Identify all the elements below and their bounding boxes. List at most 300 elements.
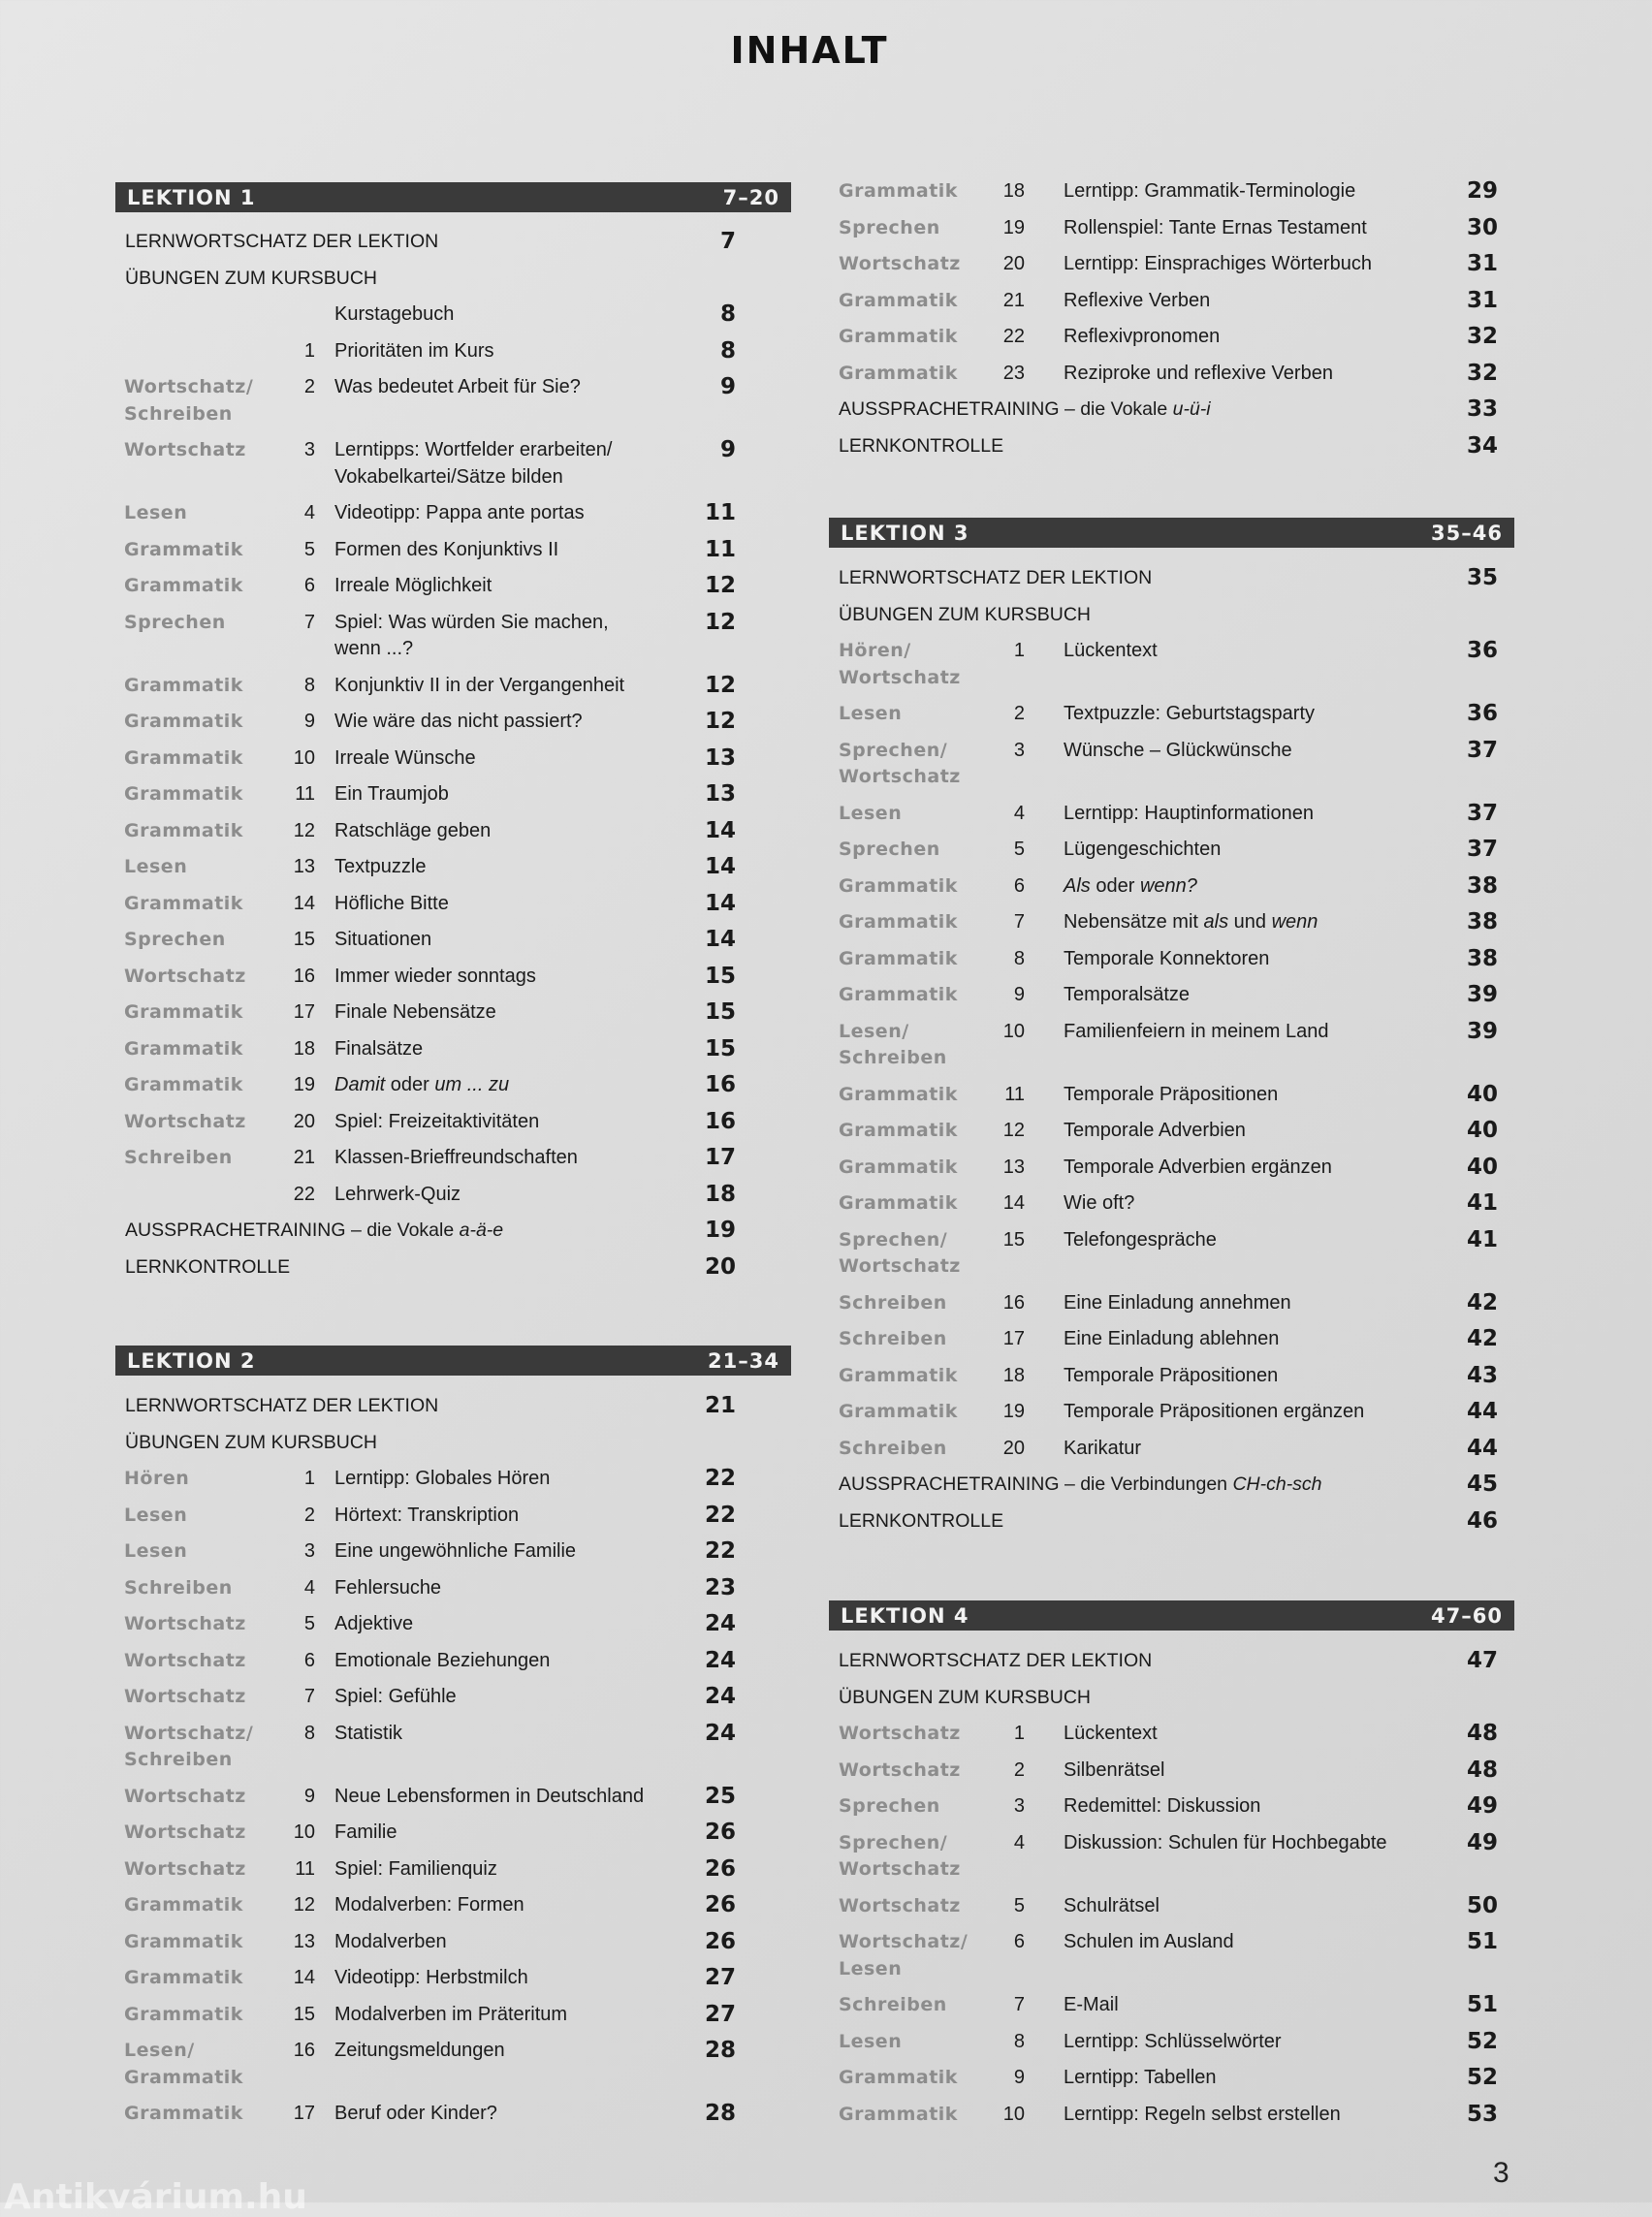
- toc-entry[interactable]: [115, 959, 791, 996]
- toc-entry[interactable]: [829, 1222, 1514, 1285]
- page-number-ref: 16: [704, 1072, 736, 1097]
- category-label: Grammatik: [839, 1401, 958, 1422]
- toc-entry[interactable]: [115, 1031, 791, 1068]
- exercise-title: Konjunktiv II in der Vergangenheit: [334, 674, 625, 696]
- exercise-title: Modalverben: [334, 1930, 447, 1952]
- exercise-number: 5: [303, 538, 315, 560]
- exercise-title: Prioritäten im Kurs: [334, 339, 494, 362]
- exercise-number: 2: [1013, 703, 1025, 724]
- toc-entry[interactable]: [829, 2060, 1514, 2097]
- toc-entry[interactable]: [115, 1606, 791, 1643]
- exercise-number: 2: [303, 1504, 315, 1526]
- exercise-number: 18: [1002, 1364, 1025, 1386]
- exercise-title: Textpuzzle: Geburtstagsparty: [1064, 703, 1316, 724]
- section-heading: [839, 396, 1211, 424]
- exercise-number: 7: [303, 611, 315, 633]
- lesson-page-range: 35–46: [1431, 521, 1503, 545]
- toc-entry[interactable]: [829, 796, 1514, 833]
- page-number-ref: 17: [704, 1145, 736, 1170]
- toc-entry[interactable]: [115, 1425, 791, 1462]
- section-heading: ÜBUNGEN ZUM KURSBUCH: [125, 267, 378, 289]
- toc-entry[interactable]: [115, 1716, 791, 1779]
- italic-text: wenn?: [1139, 874, 1197, 897]
- category-label: Grammatik: [839, 947, 958, 969]
- exercise-number: 17: [293, 1001, 315, 1023]
- page-number-ref: 12: [704, 709, 736, 734]
- exercise-title: Videotipp: Pappa ante portas: [334, 502, 585, 523]
- exercise-title: Irreale Möglichkeit: [334, 575, 492, 596]
- toc-entry[interactable]: [115, 995, 791, 1031]
- italic-text: um ... zu: [434, 1074, 510, 1095]
- toc-entry[interactable]: [115, 849, 791, 886]
- toc-entry[interactable]: [115, 1679, 791, 1716]
- category-label: Grammatik: [124, 746, 243, 769]
- toc-entry[interactable]: [829, 210, 1514, 247]
- exercise-number: 21: [1002, 289, 1025, 311]
- exercise-number: 4: [303, 1576, 315, 1599]
- exercise-title: [334, 1072, 509, 1099]
- page-number-ref: 26: [704, 1928, 736, 1954]
- page-number: 3: [1493, 2157, 1509, 2189]
- page-number-ref: 24: [704, 1720, 736, 1746]
- page-number-ref: 24: [704, 1611, 736, 1636]
- category-label: Hören/ Wortschatz: [839, 640, 961, 688]
- category-label: Grammatik: [124, 711, 243, 732]
- exercise-number: 7: [1013, 1994, 1025, 2015]
- exercise-number: 5: [303, 1613, 315, 1634]
- toc-entry[interactable]: [115, 1643, 791, 1680]
- exercise-title: Ein Traumjob: [334, 783, 449, 805]
- section-heading: LERNWORTSCHATZ DER LEKTION: [125, 1395, 439, 1416]
- italic-text: Damit: [334, 1074, 386, 1095]
- category-label: Grammatik: [839, 180, 958, 202]
- toc-entry[interactable]: [829, 2024, 1514, 2061]
- category-label: Grammatik: [124, 1967, 243, 1988]
- category-label: Grammatik: [124, 892, 243, 914]
- toc-entry[interactable]: [115, 532, 791, 569]
- toc-entry[interactable]: [829, 1888, 1514, 1925]
- page-number-ref: 39: [1466, 1018, 1498, 1044]
- exercise-number: 15: [1002, 1228, 1025, 1251]
- toc-entry[interactable]: [115, 1177, 791, 1214]
- toc-entry[interactable]: [115, 1067, 791, 1104]
- toc-entry[interactable]: [829, 1789, 1514, 1825]
- exercise-title: Eine Einladung annehmen: [1064, 1291, 1291, 1314]
- lesson-header-bar[interactable]: [115, 1346, 791, 1376]
- toc-entry[interactable]: [115, 776, 791, 813]
- exercise-number: 14: [293, 1967, 315, 1988]
- exercise-title: Immer wieder sonntags: [334, 965, 536, 987]
- page-number-ref: 37: [1466, 800, 1498, 826]
- exercise-number: 10: [1002, 2103, 1025, 2125]
- page-number-ref: 18: [704, 1181, 736, 1207]
- page-number-ref: 26: [704, 1892, 736, 1917]
- lesson-page-range: 47–60: [1431, 1603, 1503, 1628]
- exercise-number: 7: [303, 1686, 315, 1707]
- page-number-ref: 14: [704, 817, 736, 843]
- toc-entry[interactable]: [829, 869, 1514, 905]
- exercise-title: Temporale Präpositionen ergänzen: [1064, 1401, 1365, 1422]
- toc-entry[interactable]: [829, 733, 1514, 796]
- toc-entry[interactable]: [115, 333, 791, 370]
- category-label: Schreiben: [124, 1147, 233, 1168]
- exercise-number: 17: [293, 2103, 315, 2124]
- page-number-ref: 34: [1466, 432, 1498, 459]
- category-label: Lesen: [124, 502, 188, 523]
- toc-entry[interactable]: [115, 224, 791, 261]
- toc-entry[interactable]: [829, 1431, 1514, 1468]
- page-number-ref: 35: [1466, 565, 1498, 590]
- toc-entry[interactable]: [829, 1643, 1514, 1680]
- exercise-number: 9: [303, 711, 315, 732]
- page-number-ref: 40: [1466, 1154, 1498, 1180]
- exercise-number: 1: [303, 339, 315, 362]
- page-number-ref: 41: [1466, 1190, 1498, 1216]
- category-label: Wortschatz: [124, 1613, 246, 1634]
- text-segment: Nebensätze mit: [1064, 911, 1204, 933]
- category-label: Grammatik: [124, 674, 243, 696]
- lesson-title: LEKTION 3: [841, 521, 969, 545]
- exercise-title: Emotionale Beziehungen: [334, 1649, 551, 1671]
- lesson-header-bar[interactable]: [829, 518, 1514, 548]
- category-label: Grammatik: [124, 1001, 243, 1023]
- toc-entry[interactable]: [115, 1388, 791, 1425]
- category-label: Wortschatz: [124, 965, 246, 987]
- category-label: Wortschatz: [124, 1686, 246, 1707]
- toc-entry[interactable]: [829, 392, 1514, 428]
- exercise-title: Irreale Wünsche: [334, 746, 476, 769]
- page-number-ref: 49: [1466, 1793, 1498, 1819]
- exercise-number: 2: [1013, 1758, 1025, 1781]
- page-number-ref: 13: [704, 744, 736, 771]
- category-label: Grammatik: [124, 538, 243, 560]
- exercise-number: 1: [1013, 640, 1025, 661]
- page-number-ref: 22: [704, 1502, 736, 1528]
- toc-entry[interactable]: [829, 1077, 1514, 1114]
- toc-entry[interactable]: [829, 1753, 1514, 1789]
- toc-entry[interactable]: [115, 1213, 791, 1250]
- toc-entry[interactable]: [115, 568, 791, 605]
- category-label: Grammatik: [124, 575, 243, 596]
- section-heading: ÜBUNGEN ZUM KURSBUCH: [839, 603, 1092, 625]
- toc-entry[interactable]: [829, 1680, 1514, 1717]
- page-number-ref: 9: [719, 437, 736, 462]
- toc-entry[interactable]: [115, 261, 791, 298]
- exercise-title: Schulen im Ausland: [1064, 1931, 1234, 1952]
- toc-entry[interactable]: [829, 977, 1514, 1014]
- toc-entry[interactable]: [829, 1825, 1514, 1888]
- category-label: Wortschatz: [839, 1894, 961, 1916]
- exercise-title: Silbenrätsel: [1064, 1758, 1165, 1781]
- exercise-number: 14: [1002, 1192, 1025, 1214]
- lesson-header-bar[interactable]: [115, 182, 791, 212]
- toc-entry[interactable]: [115, 922, 791, 959]
- page-number-ref: 22: [704, 1538, 736, 1564]
- category-label: Grammatik: [839, 362, 958, 384]
- category-label: Lesen: [124, 1540, 188, 1562]
- toc-entry[interactable]: [829, 1113, 1514, 1150]
- toc-entry[interactable]: [115, 432, 791, 495]
- lesson-entries: [829, 1643, 1514, 2133]
- category-label: Grammatik: [124, 1894, 243, 1916]
- exercise-title: Wie wäre das nicht passiert?: [334, 711, 583, 732]
- exercise-number: 10: [293, 1821, 315, 1843]
- page-number-ref: 46: [1466, 1507, 1498, 1534]
- category-label: Grammatik: [839, 874, 958, 897]
- toc-entry[interactable]: [829, 696, 1514, 733]
- category-label: Sprechen: [124, 929, 226, 950]
- toc-entry[interactable]: [115, 1852, 791, 1888]
- toc-entry[interactable]: [115, 1461, 791, 1498]
- exercise-title: Beruf oder Kinder?: [334, 2103, 497, 2124]
- toc-entry[interactable]: [829, 174, 1514, 210]
- page-number-ref: 24: [704, 1684, 736, 1709]
- page-number-ref: 22: [704, 1466, 736, 1491]
- exercise-number: 20: [293, 1110, 315, 1132]
- category-label: Wortschatz: [124, 1649, 246, 1671]
- toc-entry[interactable]: [115, 1140, 791, 1177]
- toc-entry[interactable]: [829, 1150, 1514, 1187]
- exercise-title: Lerntipp: Hauptinformationen: [1064, 802, 1314, 824]
- toc-entry[interactable]: [829, 560, 1514, 597]
- page-number-ref: 15: [704, 1035, 736, 1061]
- toc-entry[interactable]: [829, 2097, 1514, 2134]
- category-label: Sprechen: [839, 1795, 940, 1817]
- page-number-ref: 52: [1466, 2028, 1498, 2054]
- exercise-number: 1: [1013, 1723, 1025, 1744]
- page-number-ref: 39: [1466, 982, 1498, 1007]
- toc-entry[interactable]: [829, 1924, 1514, 1987]
- page-number-ref: 32: [1466, 324, 1498, 349]
- page-number-ref: 36: [1466, 638, 1498, 663]
- page-number-ref: 48: [1466, 1721, 1498, 1746]
- toc-entry[interactable]: [115, 297, 791, 333]
- page-number-ref: 27: [704, 2001, 736, 2027]
- toc-entry[interactable]: [829, 283, 1514, 320]
- italic-text: a-ä-e: [459, 1219, 504, 1241]
- category-label: Wortschatz: [839, 1758, 961, 1781]
- exercise-title: Reziproke und reflexive Verben: [1064, 362, 1333, 384]
- page-number-ref: 38: [1466, 909, 1498, 934]
- toc-entry[interactable]: [115, 813, 791, 850]
- text-segment: AUSSPRACHETRAINING – die Vokale: [125, 1219, 460, 1241]
- page-number-ref: 24: [704, 1647, 736, 1673]
- page-number-ref: 30: [1466, 214, 1498, 240]
- exercise-number: 10: [1002, 1020, 1025, 1042]
- exercise-number: 3: [1013, 1795, 1025, 1817]
- toc-entry[interactable]: [115, 668, 791, 705]
- page-number-ref: 15: [704, 963, 736, 989]
- toc-entry[interactable]: [115, 1887, 791, 1924]
- category-label: Grammatik: [839, 1120, 958, 1141]
- toc-entry[interactable]: [115, 1997, 791, 2034]
- category-label: Wortschatz: [124, 1110, 246, 1132]
- exercise-number: 3: [1013, 739, 1025, 761]
- toc-entry[interactable]: [829, 1467, 1514, 1504]
- toc-entry[interactable]: [115, 1779, 791, 1816]
- page-number-ref: 40: [1466, 1118, 1498, 1143]
- section-heading: LERNKONTROLLE: [839, 434, 1004, 457]
- lesson-entries: [829, 560, 1514, 1539]
- category-label: Wortschatz: [839, 253, 961, 274]
- section-heading: ÜBUNGEN ZUM KURSBUCH: [125, 1431, 378, 1453]
- exercise-title: Lerntipp: Einsprachiges Wörterbuch: [1064, 253, 1372, 274]
- toc-entry[interactable]: [829, 319, 1514, 356]
- exercise-number: 8: [303, 674, 315, 696]
- toc-entry[interactable]: [115, 1570, 791, 1607]
- exercise-title: Eine Einladung ablehnen: [1064, 1328, 1280, 1349]
- exercise-title: Adjektive: [334, 1613, 414, 1634]
- toc-entry[interactable]: [829, 246, 1514, 283]
- section-heading: LERNWORTSCHATZ DER LEKTION: [839, 1650, 1153, 1671]
- toc-entry[interactable]: [829, 1321, 1514, 1358]
- page-number-ref: 13: [704, 781, 736, 807]
- category-label: Lesen/ Schreiben: [839, 1020, 947, 1068]
- exercise-number: 3: [303, 439, 315, 460]
- italic-text: Als: [1064, 874, 1091, 897]
- toc-entry[interactable]: [115, 886, 791, 923]
- exercise-title: E-Mail: [1064, 1994, 1119, 2015]
- page-number-ref: 44: [1466, 1435, 1498, 1461]
- exercise-title: Schulrätsel: [1064, 1894, 1160, 1916]
- toc-entry[interactable]: [829, 1394, 1514, 1431]
- page-number-ref: 26: [704, 1855, 736, 1882]
- italic-text: wenn: [1271, 911, 1318, 933]
- toc-entry[interactable]: [115, 704, 791, 741]
- section-heading: LERNWORTSCHATZ DER LEKTION: [125, 231, 439, 252]
- page-number-ref: 28: [704, 2038, 736, 2063]
- toc-entry[interactable]: [115, 1815, 791, 1852]
- exercise-title: Spiel: Was würden Sie machen, wenn ...?: [334, 611, 609, 659]
- exercise-title: Modalverben: Formen: [334, 1894, 524, 1916]
- toc-entry[interactable]: [115, 495, 791, 532]
- page-number-ref: 31: [1466, 251, 1498, 276]
- toc-entry[interactable]: [115, 2096, 791, 2133]
- exercise-number: 15: [293, 2003, 315, 2025]
- exercise-title: Rollenspiel: Tante Ernas Testament: [1064, 216, 1367, 238]
- exercise-number: 20: [1002, 1437, 1025, 1459]
- toc-entry[interactable]: [829, 597, 1514, 634]
- exercise-number: 11: [295, 1857, 315, 1880]
- exercise-number: 16: [293, 2040, 315, 2061]
- page-number-ref: 15: [704, 999, 736, 1025]
- exercise-title: Kurstagebuch: [334, 303, 455, 325]
- toc-entry[interactable]: [829, 428, 1514, 465]
- exercise-title: Spiel: Freizeitaktivitäten: [334, 1110, 540, 1132]
- italic-text: als: [1203, 911, 1229, 933]
- page-number-ref: 50: [1466, 1892, 1498, 1918]
- page-number-ref: 19: [704, 1218, 736, 1243]
- toc-entry[interactable]: [115, 1250, 791, 1286]
- category-label: Schreiben: [839, 1437, 947, 1459]
- category-label: Lesen/ Grammatik: [124, 2040, 243, 2088]
- toc-entry[interactable]: [829, 1987, 1514, 2024]
- exercise-number: 6: [303, 575, 315, 596]
- page-number-ref: 51: [1466, 1992, 1498, 2017]
- exercise-number: 4: [1013, 802, 1025, 824]
- page-number-ref: 7: [719, 229, 736, 254]
- lesson-header-bar[interactable]: [829, 1600, 1514, 1631]
- exercise-title: Wünsche – Glückwünsche: [1064, 739, 1292, 761]
- exercise-number: 6: [1013, 874, 1025, 897]
- section-heading: [125, 1218, 503, 1245]
- exercise-number: 13: [1002, 1156, 1025, 1178]
- category-label: Grammatik: [839, 2067, 958, 2088]
- text-segment: oder: [1090, 874, 1140, 897]
- toc-entry[interactable]: [115, 369, 791, 432]
- exercise-title: Statistik: [334, 1722, 403, 1744]
- section-heading: ÜBUNGEN ZUM KURSBUCH: [839, 1686, 1092, 1708]
- exercise-title: Formen des Konjunktivs II: [334, 538, 559, 560]
- toc-entry[interactable]: [829, 1186, 1514, 1222]
- section-heading: LERNKONTROLLE: [839, 1509, 1004, 1532]
- text-segment: und: [1228, 911, 1272, 933]
- page-number-ref: 27: [704, 1965, 736, 1990]
- category-label: Sprechen: [839, 216, 940, 238]
- exercise-number: 16: [1002, 1291, 1025, 1314]
- toc-entry[interactable]: [829, 941, 1514, 978]
- exercise-title: Lerntipp: Regeln selbst erstellen: [1064, 2103, 1341, 2125]
- category-label: Lesen: [124, 1504, 188, 1526]
- exercise-title: Finale Nebensätze: [334, 1001, 496, 1023]
- toc-entry[interactable]: [829, 356, 1514, 393]
- page-number-ref: 16: [704, 1108, 736, 1134]
- category-label: Lesen: [124, 856, 188, 877]
- toc-entry[interactable]: [829, 1285, 1514, 1322]
- toc-entry[interactable]: [115, 2033, 791, 2096]
- page-number-ref: 14: [704, 854, 736, 879]
- toc-entry[interactable]: [829, 1014, 1514, 1077]
- toc-entry[interactable]: [115, 605, 791, 668]
- page-number-ref: 11: [704, 536, 736, 562]
- exercise-number: 11: [295, 783, 315, 805]
- toc-entry[interactable]: [115, 1924, 791, 1961]
- toc-entry[interactable]: [829, 832, 1514, 869]
- exercise-number: 19: [1002, 216, 1025, 238]
- toc-entry[interactable]: [115, 1534, 791, 1570]
- exercise-title: Spiel: Gefühle: [334, 1686, 457, 1707]
- page-number-ref: 26: [704, 1820, 736, 1845]
- toc-entry[interactable]: [829, 633, 1514, 696]
- category-label: Grammatik: [124, 1037, 243, 1060]
- toc-entry[interactable]: [829, 904, 1514, 941]
- category-label: Grammatik: [124, 819, 243, 841]
- toc-entry[interactable]: [829, 1504, 1514, 1540]
- exercise-number: 6: [1013, 1931, 1025, 1952]
- category-label: Grammatik: [124, 1930, 243, 1952]
- exercise-title: Höfliche Bitte: [334, 892, 449, 914]
- page-number-ref: 44: [1466, 1399, 1498, 1424]
- page-number-ref: 21: [704, 1393, 736, 1418]
- exercise-number: 13: [293, 1930, 315, 1952]
- toc-entry[interactable]: [115, 1104, 791, 1141]
- toc-entry[interactable]: [115, 1960, 791, 1997]
- toc-entry[interactable]: [829, 1358, 1514, 1395]
- text-segment: oder: [385, 1074, 435, 1095]
- category-label: Grammatik: [839, 289, 958, 311]
- toc-entry[interactable]: [115, 1498, 791, 1535]
- category-label: Grammatik: [839, 2103, 958, 2125]
- exercise-title: Temporale Präpositionen: [1064, 1083, 1279, 1105]
- toc-entry[interactable]: [829, 1716, 1514, 1753]
- page-number-ref: 53: [1466, 2101, 1498, 2127]
- exercise-title: Lückentext: [1064, 640, 1158, 661]
- exercise-title: Wie oft?: [1064, 1192, 1135, 1214]
- exercise-title: Hörtext: Transkription: [334, 1504, 520, 1526]
- toc-entry[interactable]: [115, 741, 791, 777]
- exercise-title: Temporalsätze: [1064, 984, 1191, 1005]
- category-label: Schreiben: [839, 1291, 947, 1314]
